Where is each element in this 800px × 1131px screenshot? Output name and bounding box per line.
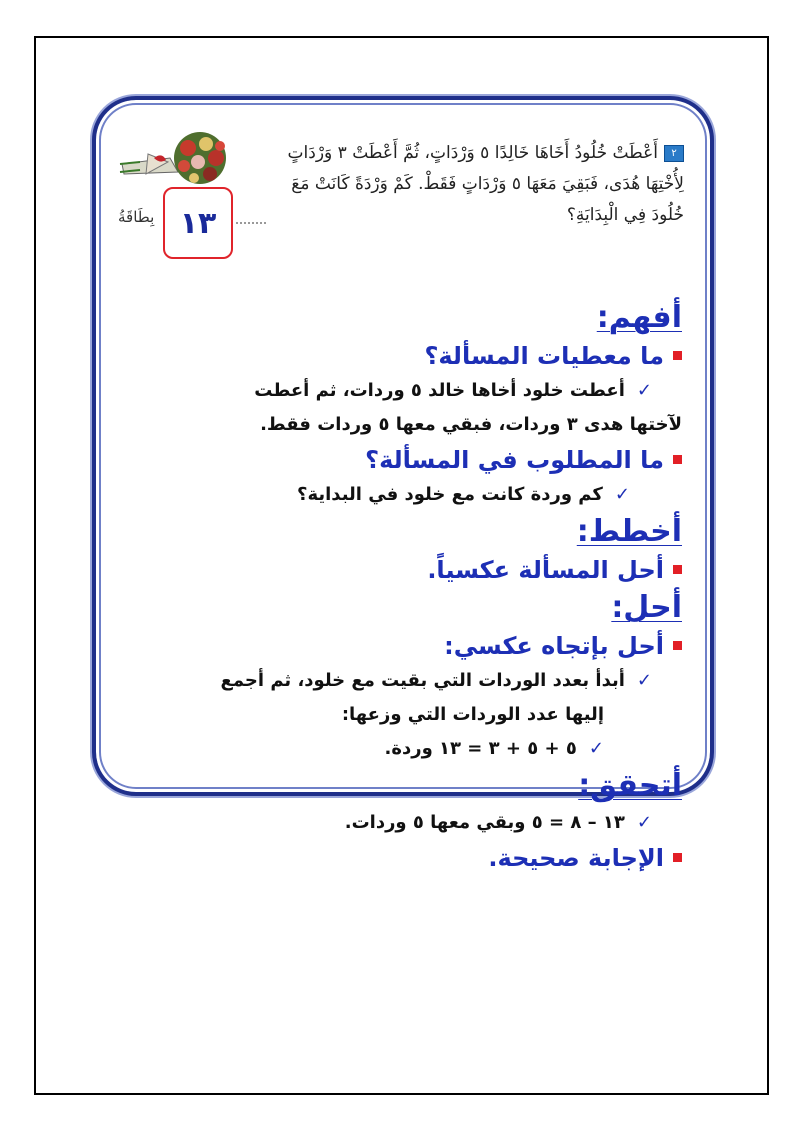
red-bullet-icon xyxy=(673,455,682,464)
required-question: ما المطلوب في المسألة؟ xyxy=(122,442,682,478)
required-answer: ✓كم وردة كانت مع خلود في البداية؟ xyxy=(297,484,630,505)
solve-step-1: ✓أبدأ بعدد الوردات التي بقيت مع خلود، ثم أجمع xyxy=(220,670,652,691)
check-icon: ✓ xyxy=(636,670,652,691)
solve-step-2: إليها عدد الوردات التي وزعها: xyxy=(341,704,604,725)
verify-result: الإجابة صحيحة. xyxy=(122,840,682,876)
solve-item: أحل بإتجاه عكسي: xyxy=(122,628,682,664)
given-answer-line-1: ✓أعطت خلود أخاها خالد ٥ وردات، ثم أعطت xyxy=(254,380,652,401)
given-question: ما معطيات المسألة؟ xyxy=(122,338,682,374)
check-icon: ✓ xyxy=(636,812,652,833)
red-bullet-icon xyxy=(673,853,682,862)
card-label: بِطَاقَةُ xyxy=(118,208,155,226)
verify-heading: أتحقق: xyxy=(578,768,682,803)
check-icon: ✓ xyxy=(588,738,604,759)
problem-statement xyxy=(254,138,684,231)
card-dotted-line xyxy=(236,222,266,224)
problem-text: أَعْطَتْ خُلُودُ أَخَاهَا خَالِدًا ٥ وَرْدَاتٍ، ثُمَّ أَعْطَتْ ٣ وَرْدَاتٍ لِأُخْتِهَا هُدَى، فَبَقِيَ مَعَهَا ٥ وَرْدَاتٍ فَقَطْ. كَمْ وَرْدَةً كَانَتْ مَعَ خُلُودَ فِي الْبِدَايَةِ؟ xyxy=(287,143,684,225)
understand-heading: أفهم: xyxy=(596,300,682,335)
card-number: ١٣ xyxy=(163,187,233,259)
check-icon: ✓ xyxy=(614,484,630,505)
plan-heading: أخطط: xyxy=(576,514,682,549)
solve-step-3: ✓٥ + ٥ + ٣ = ١٣ وردة. xyxy=(384,738,604,759)
plan-item: أحل المسألة عكسياً. xyxy=(122,552,682,588)
given-answer-line-2: لآختها هدى ٣ وردات، فبقي معها ٥ وردات فقط. xyxy=(260,414,682,435)
problem-number-badge: ٢ xyxy=(664,145,684,162)
check-icon: ✓ xyxy=(636,380,652,401)
solve-heading: أحل: xyxy=(611,590,682,625)
verify-check: ✓١٣ – ٨ = ٥ وبقي معها ٥ وردات. xyxy=(344,812,652,833)
solution-content xyxy=(122,298,682,876)
red-bullet-icon xyxy=(673,565,682,574)
red-bullet-icon xyxy=(673,641,682,650)
red-bullet-icon xyxy=(673,351,682,360)
